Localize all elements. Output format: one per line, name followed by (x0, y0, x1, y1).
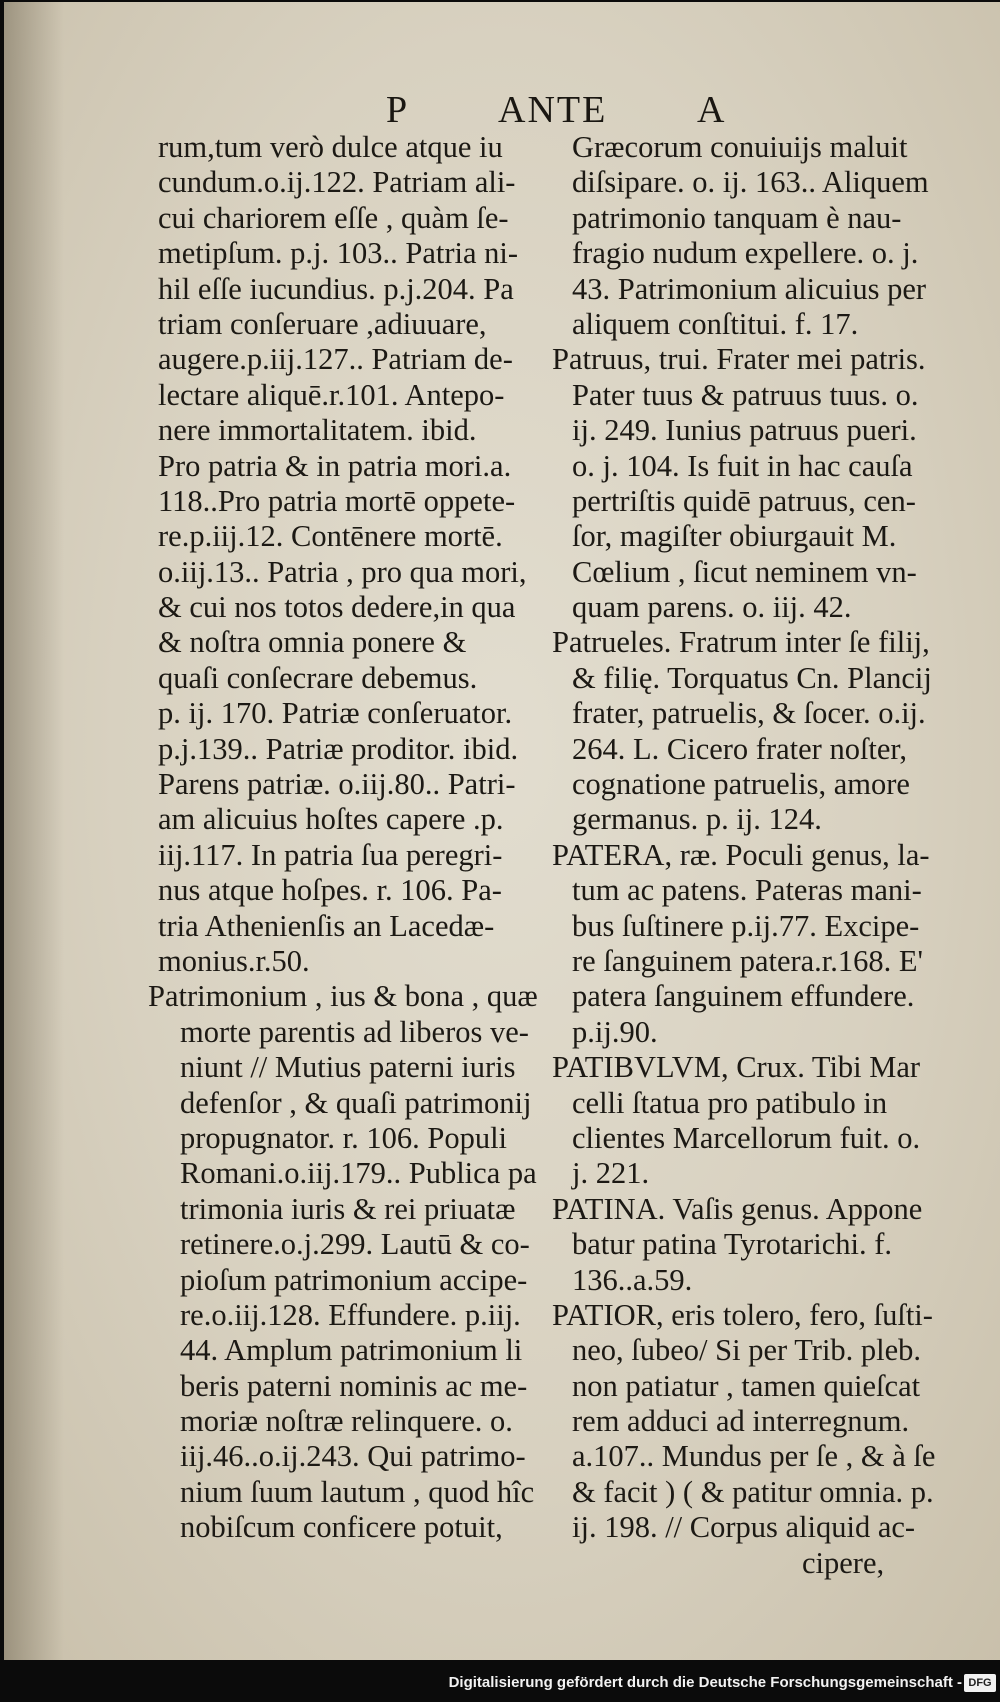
text-line: Parens patriæ. o.iij.80.. Patri- (158, 767, 516, 802)
text-line: 118..Pro patria mortē oppete- (158, 483, 516, 518)
text-line: a.107.. Mundus per ſe , & à ſe (572, 1439, 936, 1474)
text-line: cundum.o.ij.122. Patriam ali- (158, 165, 516, 200)
text-line: Græcorum conuiuijs maluit (572, 130, 908, 164)
text-line: quam parens. o. iij. 42. (572, 590, 852, 625)
digitization-footer (0, 1670, 1000, 1702)
text-line: augere.p.iij.127.. Patriam de- (158, 342, 513, 377)
text-line: patrimonio tanquam è nau- (572, 200, 902, 235)
text-line: p.j.139.. Patriæ proditor. ibid. (158, 731, 519, 766)
text-line: re.o.iij.128. Effundere. p.iij. (180, 1297, 521, 1332)
text-line: Pater tuus & patruus tuus. o. (572, 377, 919, 412)
text-line: germanus. p. ij. 124. (572, 802, 822, 837)
text-line: ij. 249. Iunius patruus pueri. (572, 413, 917, 448)
text-line: 136..a.59. (572, 1262, 693, 1297)
text-line: & cui nos totos dedere,in qua (158, 590, 516, 625)
text-line: tria Athenienſis an Lacedæ- (158, 908, 495, 943)
text-line: iij.117. In patria ſua peregri- (158, 837, 503, 872)
text-line: rem adduci ad interregnum. (572, 1404, 910, 1439)
text-line: frater, patruelis, & ſocer. o.ij. (572, 696, 926, 731)
text-line: nium ſuum lautum , quod hîc (180, 1474, 535, 1509)
text-line: bus ſuſtinere p.ij.77. Excipe- (572, 908, 920, 943)
running-header (4, 88, 1000, 132)
text-line: cui chariorem eſſe , quàm ſe- (158, 200, 509, 235)
text-line: PATIOR, eris tolero, fero, ſuſti- (552, 1297, 933, 1332)
text-line: retinere.o.j.299. Lautū & co- (180, 1227, 530, 1262)
text-line: nobiſcum conficere potuit, (180, 1510, 503, 1545)
text-line: iij.46..o.ij.243. Qui patrimo- (180, 1439, 526, 1474)
page-shadow (4, 2, 64, 1660)
text-line: & facit ) ( & patitur omnia. p. (572, 1474, 934, 1509)
text-line: hil eſſe iucundius. p.j.204. Pa (158, 271, 514, 306)
text-line: o. j. 104. Is fuit in hac cauſa (572, 448, 913, 483)
text-line: p. ij. 170. Patriæ conſeruator. (158, 696, 513, 731)
text-line: diſsipare. o. ij. 163.. Aliquem (572, 165, 929, 200)
text-line: p.ij.90. (572, 1014, 658, 1049)
text-line: aliquem conſtitui. f. 17. (572, 306, 859, 341)
text-line: beris paterni nominis ac me- (180, 1368, 528, 1403)
text-line: quaſi conſecrare debemus. (158, 660, 478, 695)
text-line: triam conſeruare ,adiuuare, (158, 306, 487, 341)
text-line: propugnator. r. 106. Populi (180, 1120, 508, 1155)
text-line: PATINA. Vaſis genus. Appone (552, 1191, 923, 1226)
text-line: nus atque hoſpes. r. 106. Pa- (158, 873, 502, 908)
funding-credit: Digitalisierung gefördert durch die Deutsche Forschungsgemeinschaft - (448, 1674, 962, 1691)
text-line: clientes Marcellorum fuit. o. (572, 1120, 921, 1155)
text-line: Cœlium , ſicut neminem vn- (572, 554, 917, 589)
text-line: niunt // Mutius paterni iuris (180, 1050, 516, 1085)
text-line: 264. L. Cicero frater noſter, (572, 731, 907, 766)
text-line: Patrimonium , ius & bona , quæ (148, 979, 538, 1014)
text-line: metipſum. p.j. 103.. Patria ni- (158, 236, 519, 271)
text-line: PATERA, ræ. Poculi genus, la- (552, 837, 930, 872)
header-letter-p: P (386, 89, 410, 131)
text-line: am alicuius hoſtes capere .p. (158, 802, 504, 837)
text-line: 44. Amplum patrimonium li (180, 1333, 523, 1368)
text-line: ij. 198. // Corpus aliquid ac- (572, 1510, 916, 1545)
text-line: PATIBVLVM, Crux. Tibi Mar (552, 1050, 921, 1085)
text-line: pioſum patrimonium accipe- (180, 1262, 528, 1297)
text-line: cipere, (802, 1545, 885, 1580)
text-line: defenſor , & quaſi patrimonij (180, 1085, 532, 1120)
text-line: Romani.o.iij.179.. Publica pa (180, 1156, 537, 1191)
text-line: rum,tum verò dulce atque iu (158, 130, 503, 164)
text-line: moriæ noſtræ relinquere. o. (180, 1404, 513, 1439)
text-line: Patruus, trui. Frater mei patris. (552, 342, 926, 377)
text-line: neo, ſubeo/ Si per Trib. pleb. (572, 1333, 922, 1368)
text-line: & filię. Torquatus Cn. Plancij (572, 660, 932, 695)
right-text-column (552, 130, 984, 1581)
text-line: fragio nudum expellere. o. j. (572, 236, 919, 271)
text-line: patera ſanguinem effundere. (572, 979, 915, 1014)
text-line: re ſanguinem patera.r.168. E' (572, 943, 924, 978)
text-line: lectare aliquē.r.101. Antepo- (158, 377, 505, 412)
text-line: batur patina Tyrotarichi. f. (572, 1227, 892, 1262)
book-page (4, 2, 1000, 1660)
text-line: j. 221. (572, 1156, 650, 1191)
text-line: celli ſtatua pro patibulo in (572, 1085, 888, 1120)
text-line: cognatione patruelis, amore (572, 767, 910, 802)
text-line: 43. Patrimonium alicuius per (572, 271, 927, 306)
text-line: & noſtra omnia ponere & (158, 625, 467, 660)
text-line: Patrueles. Fratrum inter ſe filij, (552, 625, 930, 660)
dfg-logo: DFG (964, 1674, 996, 1692)
text-line: morte parentis ad liberos ve- (180, 1014, 529, 1049)
text-line: monius.r.50. (158, 943, 310, 978)
left-text-column (148, 130, 563, 1546)
text-line: nere immortalitatem. ibid. (158, 413, 477, 448)
header-letters-ante: ANTE (498, 89, 608, 131)
text-line: non patiatur , tamen quieſcat (572, 1368, 921, 1403)
text-line: tum ac patens. Pateras mani- (572, 873, 922, 908)
text-line: o.iij.13.. Patria , pro qua mori, (158, 554, 527, 589)
header-letter-a: A (697, 89, 727, 131)
text-line: pertriſtis quidē patruus, cen- (572, 483, 916, 518)
text-line: trimonia iuris & rei priuatæ (180, 1191, 516, 1226)
text-line: Pro patria & in patria mori.a. (158, 448, 512, 483)
text-line: re.p.iij.12. Contēnere mortē. (158, 519, 503, 554)
text-line: ſor, magiſter obiurgauit M. (572, 519, 897, 554)
